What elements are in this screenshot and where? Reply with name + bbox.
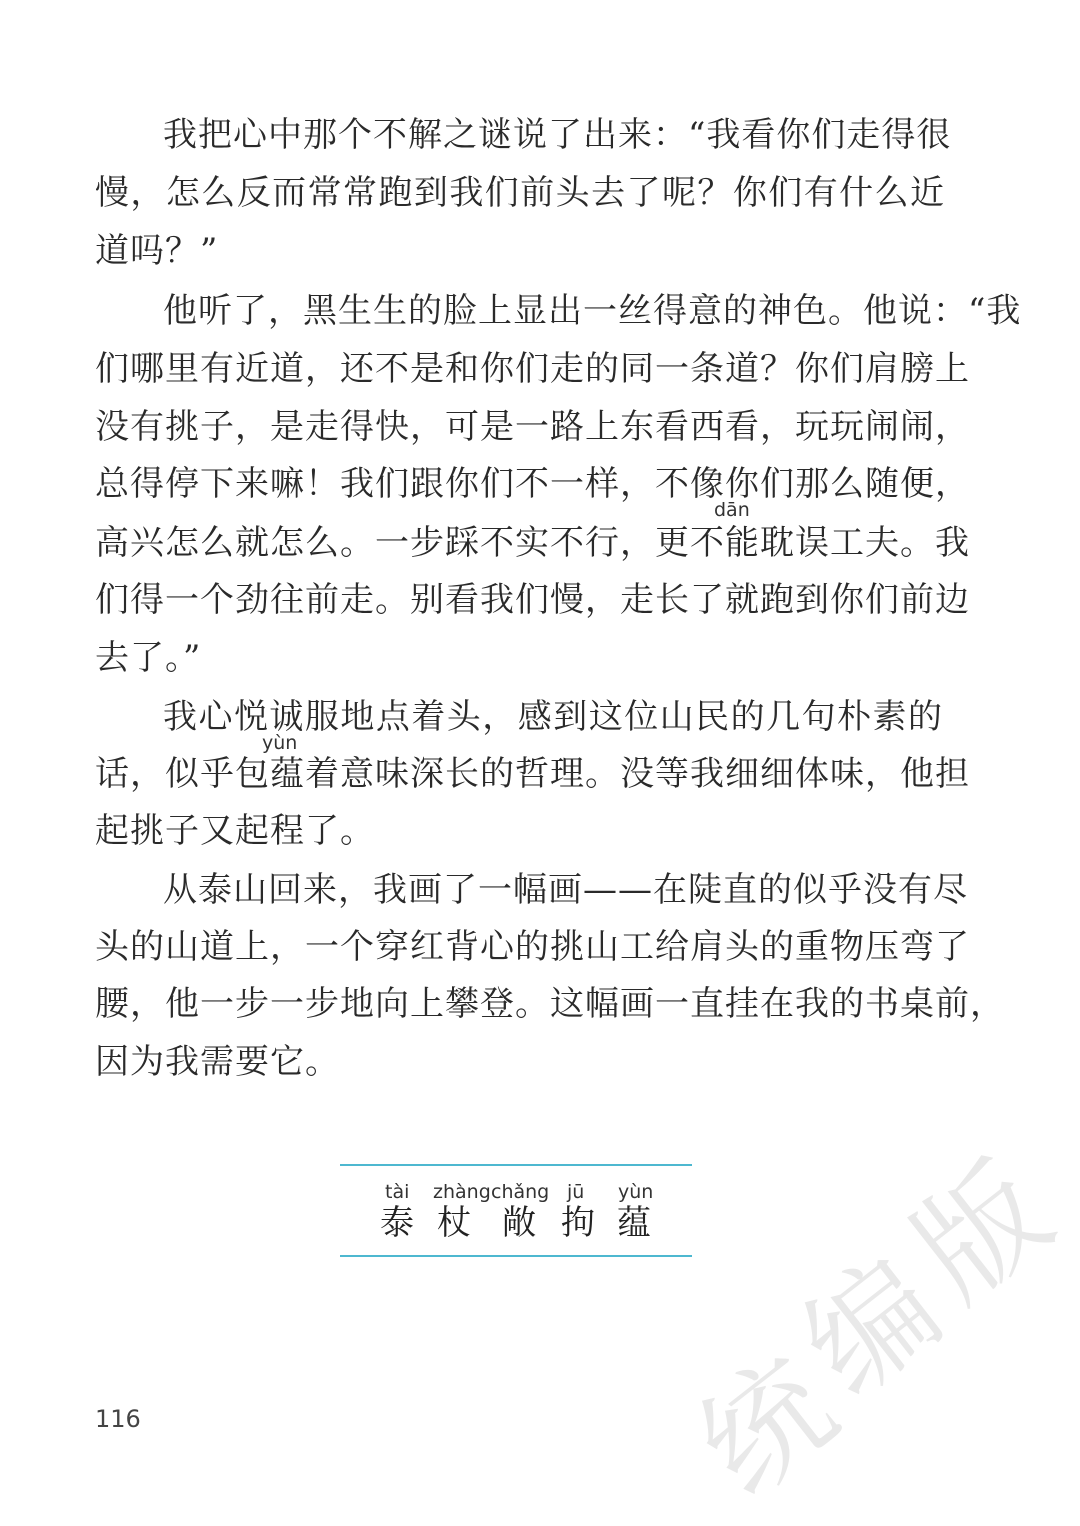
watermark-char: 统: [673, 1331, 862, 1524]
watermark: [673, 1136, 1077, 1524]
pinyin-annotation-yun: yùn: [262, 732, 298, 754]
vocab-character: 拘: [561, 1203, 595, 1243]
vocab-pinyin: jū: [567, 1181, 585, 1203]
vocab-top-rule: [340, 1164, 692, 1166]
body-line: 从泰山回来，我画了一幅画——在陡直的似乎没有尽: [163, 870, 968, 910]
vocab-pinyin: yùn: [618, 1181, 654, 1203]
body-line: 因为我需要它。: [95, 1042, 340, 1082]
watermark-char: 版: [888, 1136, 1077, 1329]
page-number: 116: [95, 1405, 141, 1433]
pinyin-annotation-dan: dān: [714, 499, 750, 521]
body-line: 高兴怎么就怎么。一步踩不实不行，更不能耽误工夫。我: [95, 523, 970, 563]
body-line: 头的山道上，一个穿红背心的挑山工给肩头的重物压弯了: [95, 927, 970, 967]
body-line: 话，似乎包蕴着意味深长的哲理。没等我细细体味，他担: [95, 754, 970, 794]
vocab-character: 泰: [380, 1203, 414, 1243]
body-line: 们哪里有近道，还不是和你们走的同一条道？你们肩膀上: [95, 349, 970, 389]
vocab-character: 蕴: [617, 1203, 651, 1243]
body-line: 道吗？”: [95, 231, 219, 271]
vocab-pinyin: tài: [385, 1181, 410, 1203]
body-line: 总得停下来嘛！我们跟你们不一样，不像你们那么随便，: [95, 464, 970, 504]
body-line: 我心悦诚服地点着头，感到这位山民的几句朴素的: [163, 697, 943, 737]
body-line: 去了。”: [95, 638, 202, 678]
body-line: 没有挑子，是走得快，可是一路上东看西看，玩玩闹闹，: [95, 407, 970, 447]
vocab-bottom-rule: [340, 1255, 692, 1257]
body-line: 我把心中那个不解之谜说了出来：“我看你们走得很: [163, 115, 952, 155]
body-line: 慢，怎么反而常常跑到我们前头去了呢？你们有什么近: [95, 173, 945, 213]
body-line: 起挑子又起程了。: [95, 811, 375, 851]
vocab-pinyin: zhàng: [433, 1181, 491, 1203]
vocab-character: 杖: [437, 1203, 471, 1243]
body-line: 腰，他一步一步地向上攀登。这幅画一直挂在我的书桌前，: [95, 984, 1005, 1024]
body-line: 他听了，黑生生的脸上显出一丝得意的神色。他说：“我: [163, 291, 1022, 331]
vocab-character: 敞: [502, 1203, 536, 1243]
body-line: 们得一个劲往前走。别看我们慢，走长了就跑到你们前边: [95, 580, 970, 620]
watermark-char: 编: [778, 1231, 967, 1424]
vocab-pinyin: chǎng: [491, 1181, 550, 1203]
